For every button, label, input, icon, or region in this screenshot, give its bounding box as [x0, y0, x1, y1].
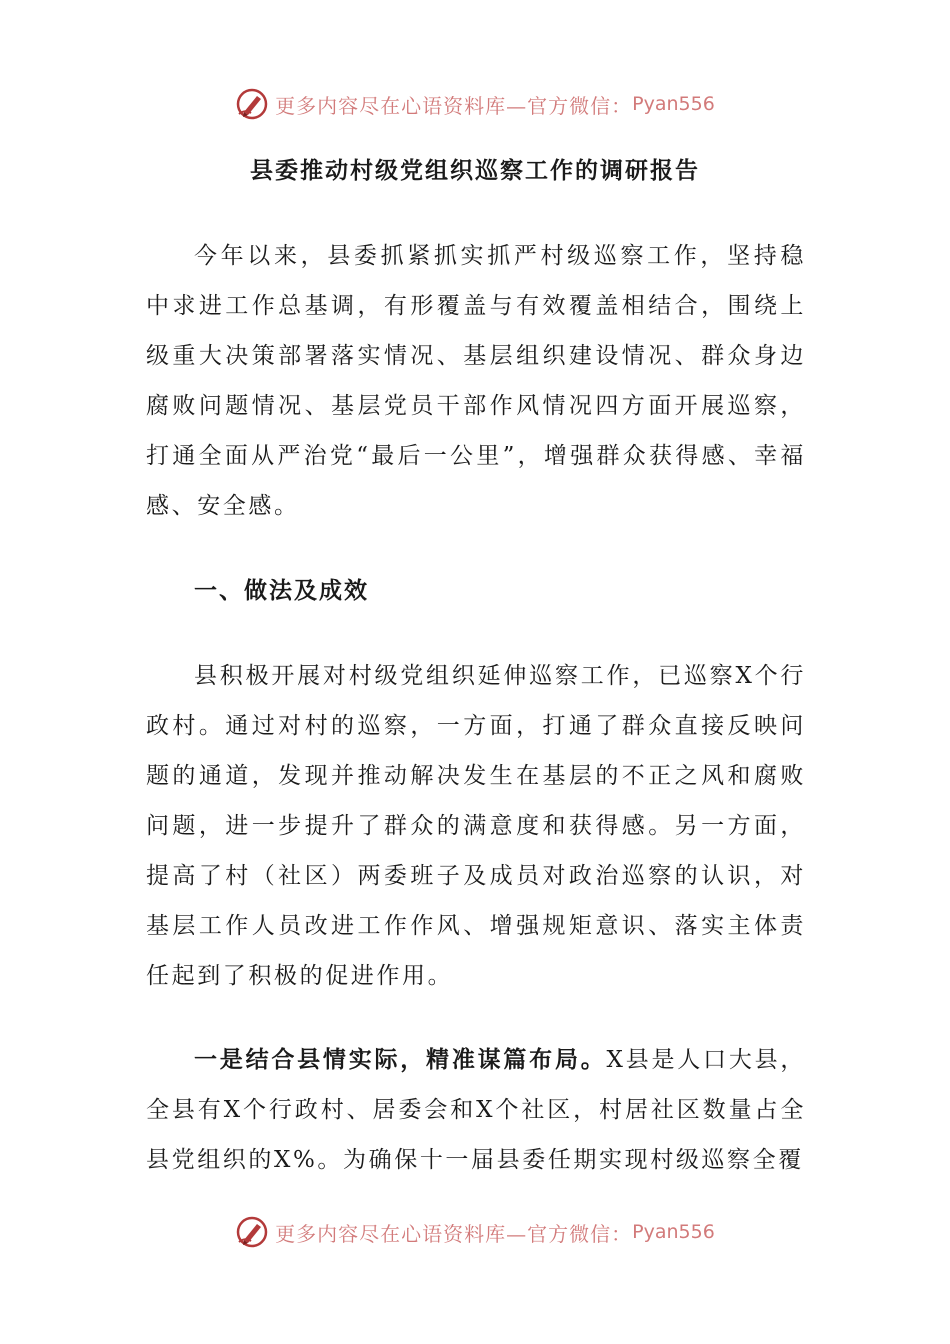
- watermark-wechat-id: Pyan556: [632, 93, 715, 115]
- watermark-text: 更多内容尽在心语资料库—官方微信：: [275, 93, 633, 118]
- document-title: 县委推动村级党组织巡察工作的调研报告: [250, 157, 700, 184]
- point-lead: 一是结合县情实际，精准谋篇布局。: [194, 1046, 607, 1073]
- pen-nib-circle-icon: [235, 87, 269, 121]
- section-heading: 一、做法及成效: [194, 577, 369, 604]
- watermark-footer: [0, 1212, 950, 1252]
- intro-paragraph: 今年以来，县委抓紧抓实抓严村级巡察工作，坚持稳中求进工作总基调，有形覆盖与有效覆盖相结合，围绕上级重大决策部署落实情况、基层组织建设情况、群众身边腐败问题情况、基层党员干部作风情况四方面开展巡察，打通全面从严治党“最后一公里”，增强群众获得感、幸福感、安全感。: [146, 243, 806, 519]
- watermark-wechat-id: Pyan556: [632, 1221, 715, 1243]
- point-paragraph: [146, 1035, 806, 1185]
- watermark-header: [0, 84, 950, 124]
- pen-nib-circle-icon: [235, 1215, 269, 1249]
- point-body: X县是人口大县，全县有X个行政村、居委会和X个社区，村居社区数量占全县党组织的X%。为确保十一届县委任期实现村级巡察全覆: [146, 1047, 806, 1173]
- watermark-text: 更多内容尽在心语资料库—官方微信：: [275, 1221, 633, 1246]
- body-paragraph: 县积极开展对村级党组织延伸巡察工作，已巡察X个行政村。通过对村的巡察，一方面，打通了群众直接反映问题的通道，发现并推动解决发生在基层的不正之风和腐败问题，进一步提升了群众的满意度和获得感。另一方面，提高了村（社区）两委班子及成员对政治巡察的认识，对基层工作人员改进工作作风、增强规矩意识、落实主体责任起到了积极的促进作用。: [146, 663, 806, 989]
